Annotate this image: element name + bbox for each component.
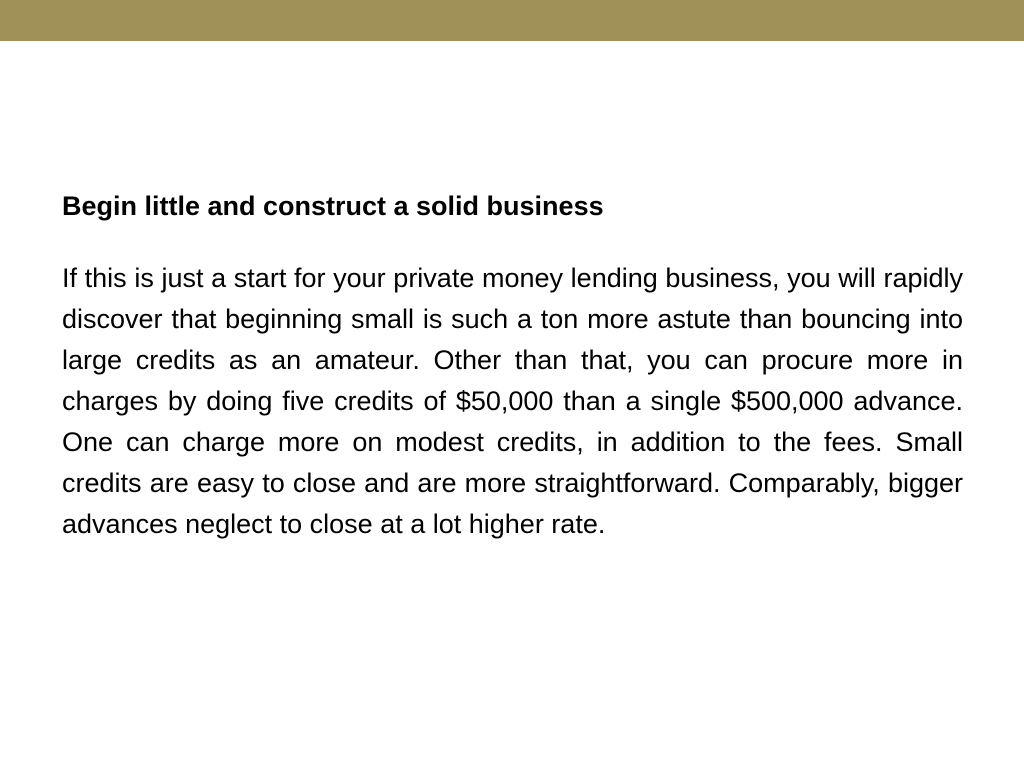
top-accent-bar bbox=[0, 0, 1024, 41]
slide-content bbox=[62, 186, 963, 545]
slide-heading: Begin little and construct a solid business bbox=[62, 191, 604, 221]
slide-body-paragraph: If this is just a start for your private money lending business, you will rapidly discover that beginning small is such a ton more astute than bouncing into large credits as an amateur. Other than that, you can procure more in charges by doing five credits of $50,000 than a single $500,000 advance. One can charge more on modest credits, in addition to the fees. Small credits are easy to close and are more straightforward. Comparably, bigger advances neglect to close at a lot higher rate. bbox=[62, 263, 963, 539]
